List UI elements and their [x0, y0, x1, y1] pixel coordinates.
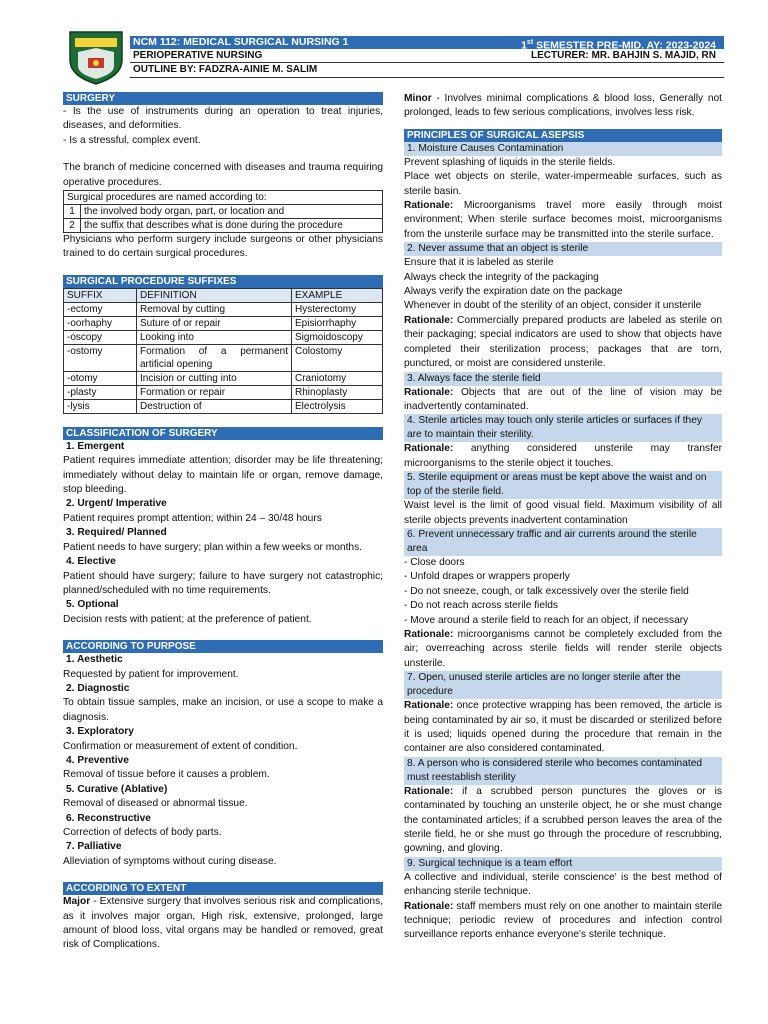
item-text: Patient should have surgery; failure to have surgery not catastrophic; planned/scheduled with no time requirements.	[63, 570, 383, 596]
principle-heading: 9. Surgical technique is a team effort	[404, 857, 722, 871]
section-title: SURGERY	[63, 92, 383, 105]
item-heading: 3. Exploratory	[66, 726, 134, 738]
principle-heading: 7. Open, unused sterile articles are no longer sterile after the procedure	[404, 671, 722, 699]
rationale: Rationale: Objects that are out of the line of vision may be inadvertently contaminated.	[404, 386, 722, 412]
item-heading: 5. Curative (Ablative)	[66, 783, 168, 795]
principle-heading: 6. Prevent unnecessary traffic and air currents around the sterile area	[404, 528, 722, 556]
table-row: -ostomy Formation of a permanent artificial opening Colostomy	[64, 344, 383, 371]
item-text: Removal of tissue before it causes a problem.	[63, 769, 270, 781]
table-row: -plasty Formation or repair Rhinoplasty	[64, 385, 383, 399]
item-text: Confirmation or measurement of extent of condition.	[63, 740, 298, 752]
section-title: SURGICAL PROCEDURE SUFFIXES	[63, 275, 383, 288]
principle-text: Whenever in doubt of the sterility of an object, consider it unsterile	[404, 300, 702, 312]
principle-heading: 2. Never assume that an object is sterile	[404, 242, 722, 256]
principle-text: Place wet objects on sterile, water-impermeable surfaces, such as sterile basin.	[404, 171, 722, 197]
table-row: -otomy Incision or cutting into Craniotomy	[64, 371, 383, 385]
item-text: To obtain tissue samples, make an incision, or use a scope to make a diagnosis.	[63, 697, 383, 723]
item-heading: 5. Optional	[66, 599, 119, 611]
item-heading: 4. Elective	[66, 556, 116, 568]
physicians-note: Physicians who perform surgery include surgeons or other physicians trained to do certain surgical procedures.	[63, 234, 383, 260]
major-surgery: Major - Extensive surgery that involves serious risk and complications, as it involves major organ, High risk, extensive, prolonged, large amount of blood loss, vital organs may be handled or removed, great risk of Complications.	[63, 896, 383, 951]
rationale: Rationale: microorganisms cannot be completely excluded from the air; overreaching across sterile fields will render sterile objects unsterile.	[404, 628, 722, 669]
rationale: Rationale: Commercially prepared products are labeled as sterile on their packaging; special indicators are used to show that objects have completed their sterilization process; packages that are torn, punctured, or moist are considered unsterile.	[404, 314, 722, 370]
table-row: -lysis Destruction of Electrolysis	[64, 399, 383, 413]
principle-text: - Unfold drapes or wrappers properly	[404, 571, 570, 583]
section-title: ACCORDING TO EXTENT	[63, 882, 383, 895]
principle-heading: 5. Sterile equipment or areas must be kept above the waist and on top of the sterile field.	[404, 471, 722, 499]
item-text: Patient needs to have surgery; plan within a few weeks or months.	[63, 541, 362, 553]
principle-text: Always check the integrity of the packaging	[404, 271, 599, 283]
rationale: Rationale: if a scrubbed person punctures the gloves or is contaminated by touching an unsterile object, he or she must change the contaminated articles; if a scrubbed person leaves the area of the sterile field, he or she must go through the procedure of rescrubbing, gowning, and gloving.	[404, 785, 722, 855]
naming-table	[63, 190, 383, 233]
table-row: -oorhaphy Suture of or repair Episiorrhaphy	[64, 316, 383, 330]
item-heading: 7. Palliative	[66, 841, 122, 853]
item-text: Decision rests with patient; at the preference of patient.	[63, 613, 312, 625]
surgery-definition: - Is the use of instruments during an operation to treat injuries, diseases, and deformities.	[63, 106, 383, 132]
principle-text: A collective and individual, sterile conscience' is the best method of enhancing sterile technique.	[404, 871, 722, 898]
principle-heading: 3. Always face the sterile field	[404, 372, 722, 386]
rationale: Rationale: staff members must rely on one another to maintain sterile technique; periodic review of procedures and infection control surveillance reports enhance everyone's sterile technique.	[404, 900, 722, 941]
principle-text: - Move around a sterile field to reach for an object, if necessary	[404, 614, 689, 626]
rationale: Rationale: anything considered unsterile may transfer microorganisms to the sterile object it touches.	[404, 443, 722, 469]
table-row: -oscopy Looking into Sigmoidoscopy	[64, 330, 383, 344]
item-heading: 2. Diagnostic	[66, 682, 130, 694]
item-heading: 1. Aesthetic	[66, 654, 123, 666]
table-row: 1 the involved body organ, part, or location and	[64, 205, 383, 219]
item-heading: 3. Required/ Planned	[66, 527, 167, 539]
item-text: Requested by patient for improvement.	[63, 668, 239, 680]
table-header: Surgical procedures are named according to:	[64, 191, 383, 205]
surgery-definition: - Is a stressful, complex event.	[63, 134, 201, 146]
item-heading: 1. Emergent	[66, 440, 125, 452]
item-heading: 6. Reconstructive	[66, 812, 151, 824]
course-title: NCM 112: MEDICAL SURGICAL NURSING 1	[133, 36, 349, 48]
principle-text: Waist level is the limit of good visual field. Maximum visibility of all sterile objects prevents inadvertent contamination	[404, 500, 722, 526]
principle-heading: 4. Sterile articles may touch only sterile articles or surfaces if they are to maintain their sterility.	[404, 414, 722, 442]
item-heading: 4. Preventive	[66, 754, 129, 766]
item-text: Correction of defects of body parts.	[63, 827, 222, 838]
principle-text: - Do not sneeze, cough, or talk excessively over the sterile field	[404, 585, 689, 597]
principle-heading: 1. Moisture Causes Contamination	[404, 142, 722, 156]
left-column	[63, 92, 383, 953]
principle-heading: 8. A person who is considered sterile who becomes contaminated must reestablish sterility	[404, 757, 722, 785]
minor-surgery: Minor - Involves minimal complications & blood loss, Generally not prolonged, leads to few serious complications, involves less risk.	[404, 93, 722, 119]
outline-author: OUTLINE BY: FADZRA-AINIE M. SALIM	[133, 64, 318, 75]
section-title: PRINCIPLES OF SURGICAL ASEPSIS	[404, 129, 722, 142]
principle-text: Always verify the expiration date on the package	[404, 286, 623, 298]
topic-title: PERIOPERATIVE NURSING	[133, 50, 263, 61]
rationale: Rationale: once protective wrapping has been removed, the article is being contaminated by air so, it must be discarded or sterilized before it is used; liquids opened during the procedure that remain in the container are also considered contaminated.	[404, 700, 722, 755]
university-logo	[66, 30, 126, 86]
divider	[130, 77, 724, 78]
item-heading: 2. Urgent/ Imperative	[66, 498, 167, 510]
table-header-row: SUFFIX DEFINITION EXAMPLE	[64, 288, 383, 302]
header-band	[130, 36, 724, 52]
principle-text: - Close doors	[404, 556, 465, 568]
right-column	[404, 92, 722, 943]
surgery-branch: The branch of medicine concerned with diseases and trauma requiring operative procedures.	[63, 162, 383, 188]
item-text: Patient requires prompt attention; within 24 – 30/48 hours	[63, 512, 322, 524]
item-text: Alleviation of symptoms without curing disease.	[63, 855, 277, 867]
item-text: Removal of diseased or abnormal tissue.	[63, 798, 248, 810]
semester-info: 1st SEMESTER PRE-MID. AY: 2023-2024	[521, 39, 716, 52]
item-text: Patient requires immediate attention; disorder may be life threatening; immediately without delay to maintain life or organ, remove damage, stop bleeding.	[63, 455, 383, 496]
divider	[130, 62, 724, 63]
principle-text: Prevent splashing of liquids in the sterile fields.	[404, 156, 616, 168]
rationale: Rationale: Microorganisms travel more easily through moist environment; When sterile surface becomes moist, microorganisms from the unsterile surface may be transmitted into the sterile surface.	[404, 200, 722, 240]
table-row: -ectomy Removal by cutting Hysterectomy	[64, 302, 383, 316]
section-title: CLASSIFICATION OF SURGERY	[63, 427, 383, 440]
table-row: 2 the suffix that describes what is done during the procedure	[64, 219, 383, 233]
section-title: ACCORDING TO PURPOSE	[63, 640, 383, 653]
principle-text: - Do not reach across sterile fields	[404, 600, 559, 612]
principle-text: Ensure that it is labeled as sterile	[404, 257, 554, 269]
lecturer-info: LECTURER: MR. BAHJIN S. MAJID, RN	[530, 50, 716, 61]
suffix-table	[63, 288, 383, 414]
